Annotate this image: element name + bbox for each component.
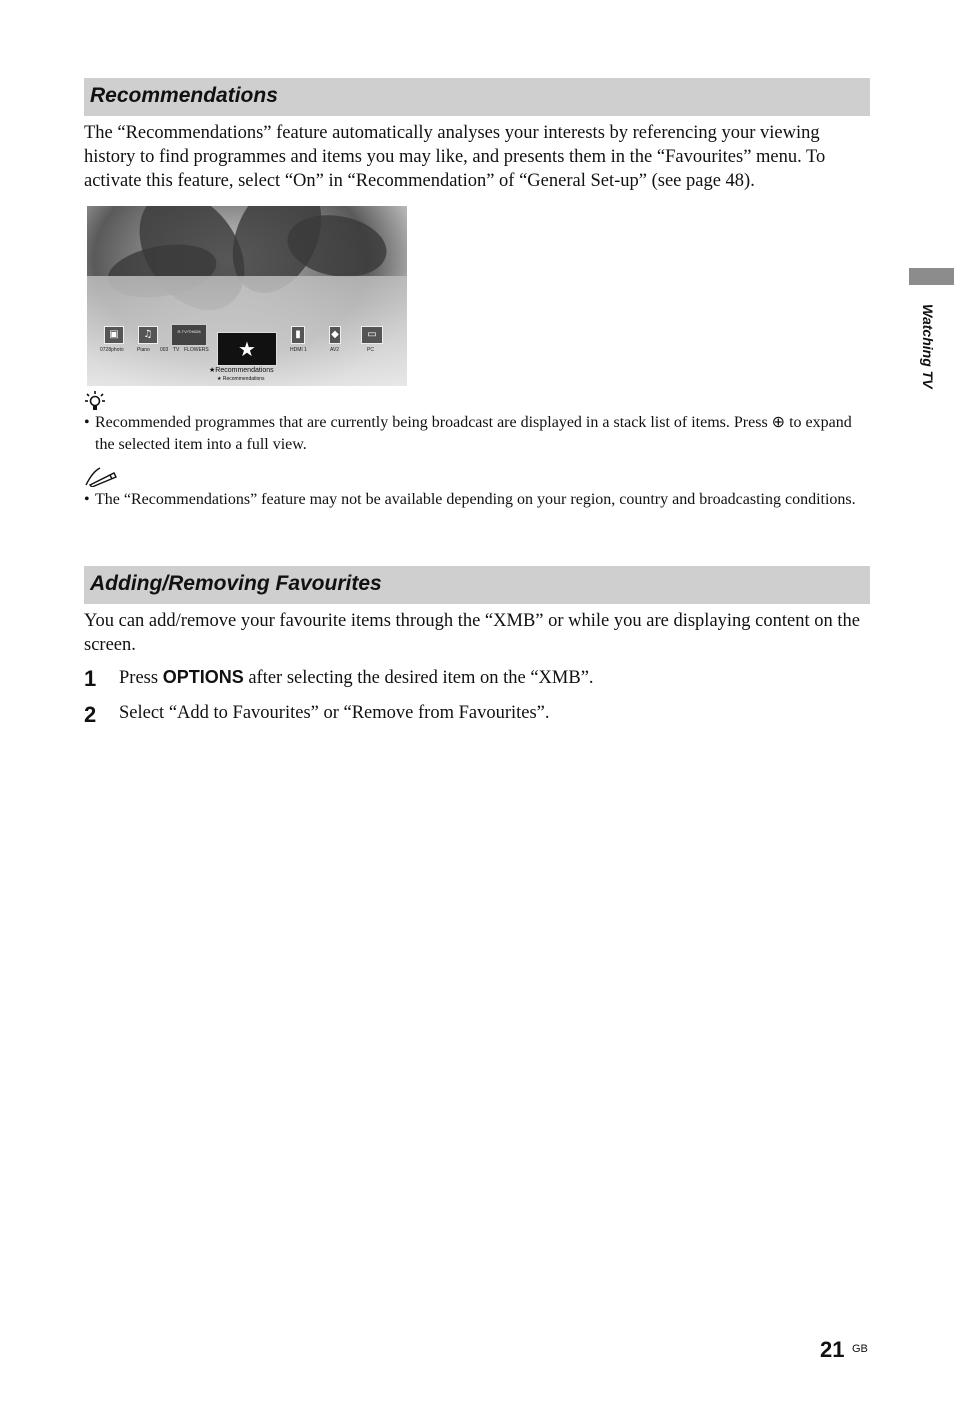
step-text-part: Press: [119, 668, 163, 688]
highlight-label-text: Recommendations: [215, 367, 274, 374]
xmb-label: PC: [367, 347, 374, 353]
options-key: OPTIONS: [162, 667, 244, 687]
sub-label-text: Recommendations: [222, 376, 265, 382]
av-icon[interactable]: ◆: [329, 326, 341, 344]
recommendations-star-icon[interactable]: ★: [217, 332, 277, 366]
hint-text: Recommended programmes that are currently being broadcast are displayed in a stack list of items. Press ⊕ to expand the selected item into a full view.: [95, 414, 852, 453]
xmb-screenshot: [87, 206, 407, 386]
section-heading-favourites: [84, 566, 870, 604]
side-tab-label: Watching TV: [920, 304, 936, 389]
xmb-label: 0728photo: [100, 347, 124, 353]
section-heading-recommendations: [84, 78, 870, 116]
page-number: 21: [820, 1337, 845, 1362]
step-1-text: [119, 667, 594, 689]
highlight-label: ★Recommendations: [209, 367, 274, 374]
hint-item: [84, 412, 870, 456]
tv-thumbnail[interactable]: [171, 324, 207, 346]
bullet: •: [84, 491, 90, 508]
bullet: •: [84, 414, 90, 431]
photo-icon[interactable]: ▣: [104, 326, 124, 344]
xmb-label: 003: [160, 347, 169, 353]
music-icon[interactable]: ♫: [138, 326, 158, 344]
side-tab-marker: [909, 268, 954, 285]
favourites-intro: You can add/remove your favourite items through the “XMB” or while you are displaying content on the screen.: [84, 611, 860, 655]
step-number: 1: [84, 666, 97, 691]
note-text: The “Recommendations” feature may not be available depending on your region, country and broadcasting conditions.: [95, 491, 856, 508]
section-heading-text: Adding/Removing Favourites: [90, 572, 382, 595]
xmb-label: TV: [173, 347, 180, 353]
lightbulb-icon: [84, 390, 106, 414]
xmb-label: FLOWERS: [184, 347, 209, 353]
pencil-note-icon: [84, 465, 118, 487]
xmb-label: HDMI 1: [290, 347, 307, 353]
note-item: [84, 489, 870, 511]
step-text-part: after selecting the desired item on the “XMB”.: [243, 668, 594, 688]
xmb-label: AV2: [330, 347, 340, 353]
xmb-label: Piano: [137, 347, 150, 353]
recommendations-intro: The “Recommendations” feature automatically analyses your interests by referencing your viewing history to find programmes and items you may like, and presents them in the “Favourites” menu. To activate this feature, select “On” in “Recommendation” of “General Set-up” (see page 48).: [84, 123, 826, 191]
section-heading-text: Recommendations: [90, 84, 278, 107]
page-suffix: GB: [852, 1343, 868, 1355]
pc-icon[interactable]: ▭: [361, 326, 383, 344]
hdmi-icon[interactable]: ▮: [291, 326, 305, 344]
thumb-caption: R-TV/TH6D8: [177, 329, 201, 334]
step-2-text: Select “Add to Favourites” or “Remove from Favourites”.: [119, 703, 550, 723]
step-number: 2: [84, 702, 97, 727]
sub-label: ★ Recommendations: [217, 376, 265, 382]
